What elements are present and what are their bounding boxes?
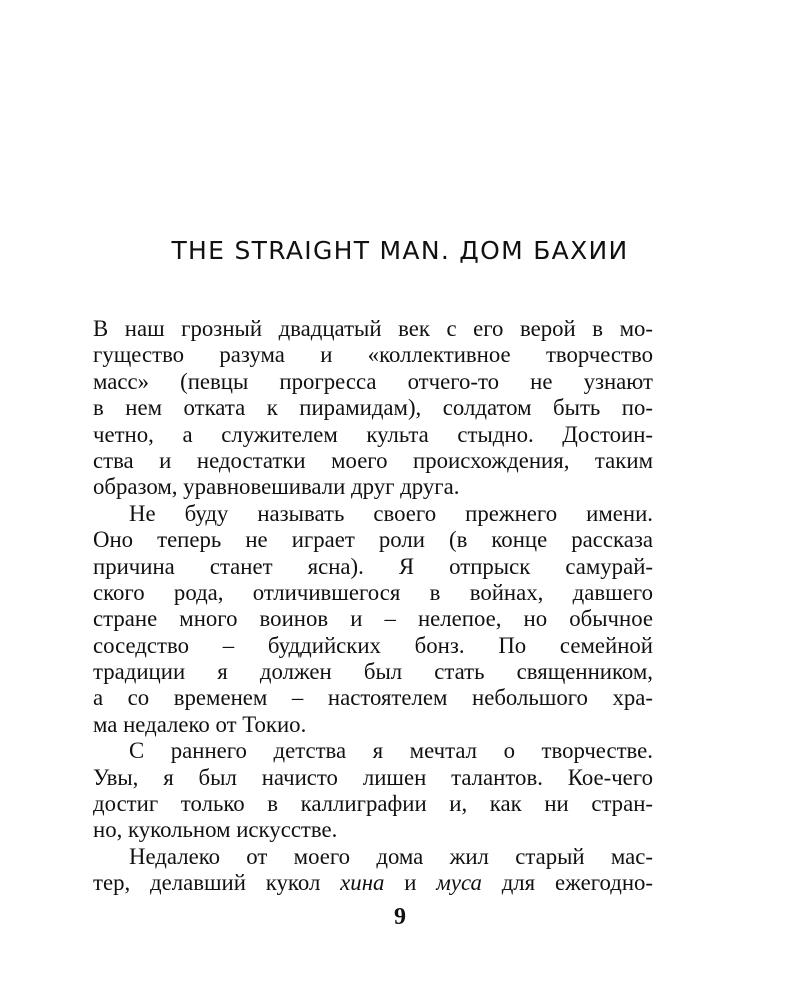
text-line: Увы, я был начисто лишен талантов. Кое-чего [93,764,653,790]
italic-term: хина [340,870,385,896]
text-line: ма недалеко от Токио. [93,711,307,737]
paragraph-1 [93,316,653,501]
text-line: Недалеко от моего дома жил старый мас- [129,843,653,869]
chapter-body [93,316,653,897]
text-line: четно, а служителем культа стыдно. Достоин- [93,421,653,447]
text-segment: тер, делавший кукол [93,870,341,896]
text-line: ства и недостатки моего происхождения, таким [93,447,653,473]
page-number: 9 [394,904,406,930]
text-line: в нем отката к пирамидам), солдатом быть по- [93,395,653,421]
text-line: соседство – буддийских бонз. По семейной [93,632,653,658]
paragraph-4 [93,844,653,897]
paragraph-2 [93,501,653,739]
text-line: но, кукольном искусстве. [93,817,338,843]
text-segment: для ежегодно- [481,870,654,896]
text-line [93,870,653,896]
text-line: Оно теперь не играет роли (в конце рассказа [93,527,653,553]
text-line: традиции я должен был стать священником, [93,659,653,685]
text-line: гущество разума и «коллективное творчество [93,342,653,368]
text-line: С раннего детства я мечтал о творчестве. [129,738,653,764]
text-line: В наш грозный двадцатый век с его верой в мо- [93,316,653,341]
chapter-title: THE STRAIGHT MAN. ДОМ БАХИИ [171,236,629,265]
paragraph-3 [93,738,653,844]
text-line: причина станет ясна). Я отпрыск самурай- [93,553,653,579]
text-line: достиг только в каллиграфии и, как ни стран- [93,791,653,817]
text-line: стране много воинов и – нелепое, но обычное [93,606,653,632]
text-segment: и [384,870,437,896]
italic-term: муса [436,870,482,896]
text-line: Не буду называть своего прежнего имени. [129,500,653,526]
text-line: масс» (певцы прогресса отчего-то не узнают [93,368,653,394]
text-line: образом, уравновешивали друг друга. [93,474,460,500]
text-line: а со временем – настоятелем небольшого хра- [93,685,653,711]
text-line: ского рода, отличившегося в войнах, давшего [93,579,653,605]
